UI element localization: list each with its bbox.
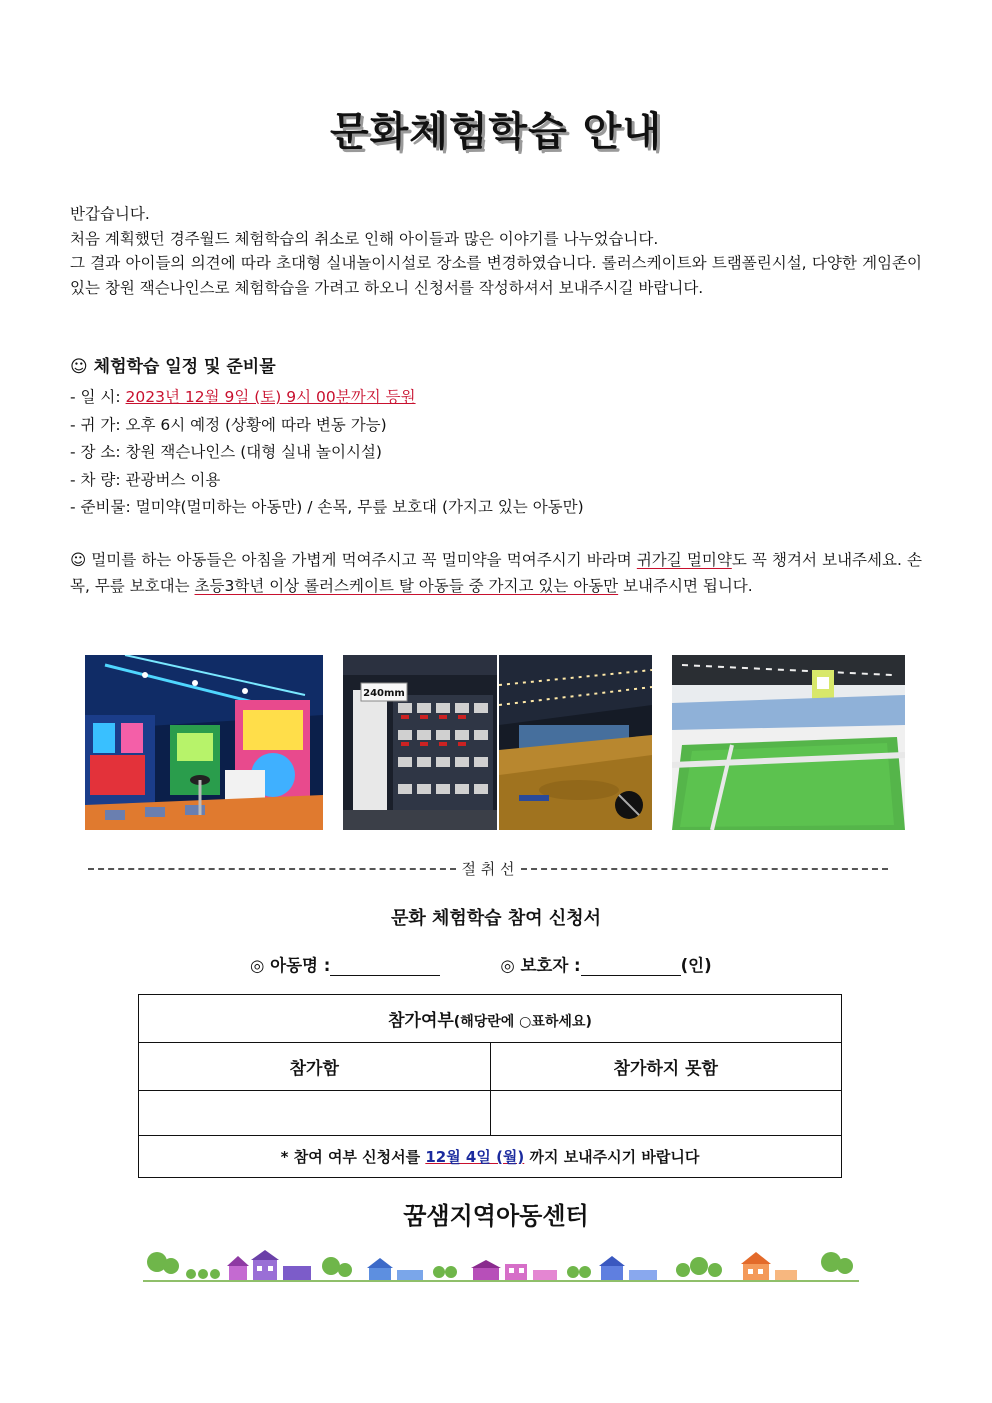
header-main: 참가여부 (388, 1011, 454, 1031)
note-text: ☺ 멀미를 하는 아동들은 아침을 가볍게 먹여주시고 꼭 멀미약을 먹여주시기 바라며 (70, 551, 637, 569)
schedule-label: - 준비물: (70, 498, 136, 516)
trampoline-photo (672, 655, 905, 830)
note-highlight: 초등3학년 이상 롤러스케이트 탈 아동들 중 가지고 있는 아동만 (194, 577, 619, 595)
schedule-heading: ☺ 체험학습 일정 및 준비물 (70, 357, 276, 377)
schedule-item-return (70, 412, 584, 440)
schedule-label: - 일 시: (70, 388, 126, 406)
child-name-label: ◎ 아동명 : (250, 956, 331, 975)
guardian-field[interactable] (500, 952, 711, 976)
cut-dash (521, 868, 889, 870)
child-name-blank[interactable] (330, 957, 440, 976)
schedule-item-vehicle (70, 467, 584, 495)
schedule-value: 2023년 12월 9일 (토) 9시 00분까지 등원 (125, 388, 416, 406)
child-name-field[interactable] (250, 952, 440, 976)
form-title: 문화 체험학습 참여 신청서 (390, 908, 602, 929)
note-text: 보내주시면 됩니다. (618, 577, 753, 595)
deadline-note-text: 까지 보내주시기 바랍니다 (524, 1148, 700, 1166)
cut-line (88, 858, 888, 879)
intro-line-greeting: 반갑습니다. (70, 205, 150, 223)
schedule-value: 관광버스 이용 (125, 470, 221, 489)
absent-cell[interactable] (490, 1091, 842, 1136)
skate-rental-photo (343, 655, 497, 830)
attend-cell[interactable] (139, 1091, 491, 1136)
intro-line-cancel: 처음 계획했던 경주월드 체험학습의 취소로 인해 아이들과 많은 이야기를 나누었습니다. (70, 229, 659, 248)
header-sub: (해당란에 ○표하세요) (453, 1014, 592, 1030)
schedule-item-supplies (70, 494, 584, 522)
cut-line-label: 절 취 선 (461, 860, 515, 878)
intro-line-change: 그 결과 아이들의 의견에 따라 초대형 실내놀이시설로 장소를 변경하였습니다. 롤러스케이트와 트램폴린시설, 다양한 게임존이 있는 창원 잭슨나인스로 체험학습을 가려고 하오니 신청서를 작성하셔서 보내주시길 바랍니다. (70, 254, 922, 297)
arcade-photo (85, 655, 323, 830)
schedule-item-date (70, 384, 584, 412)
deadline-note-text: * 참여 여부 신청서를 (280, 1148, 426, 1166)
participation-table (138, 994, 842, 1178)
schedule-value: 멀미약(멀미하는 아동만) / 손목, 무릎 보호대 (가지고 있는 아동만) (135, 498, 584, 516)
deadline-date: 12월 4일 (월) (425, 1148, 525, 1166)
guardian-blank[interactable] (581, 957, 681, 976)
schedule-item-place (70, 439, 584, 467)
schedule-value: 오후 6시 예정 (상황에 따라 변동 가능) (125, 415, 387, 434)
form-fields (250, 952, 712, 976)
seal-label: (인) (680, 956, 712, 975)
schedule-label: - 장 소: (70, 443, 126, 461)
schedule-label: - 차 량: (70, 470, 126, 489)
note-paragraph (70, 547, 922, 599)
col-absent: 참가하지 못함 (490, 1043, 842, 1091)
schedule-list (70, 384, 584, 522)
cut-dash (88, 868, 456, 870)
center-name: 꿈샘지역아동센터 (403, 1202, 589, 1230)
village-border-decoration (143, 1244, 859, 1290)
schedule-value: 창원 잭슨나인스 (대형 실내 놀이시설) (125, 443, 382, 461)
participation-header (139, 995, 842, 1043)
guardian-label: ◎ 보호자 : (500, 956, 581, 975)
deadline-note (139, 1136, 842, 1178)
intro-text (70, 202, 922, 300)
schedule-label: - 귀 가: (70, 415, 126, 434)
note-highlight: 귀가길 멀미약 (636, 551, 732, 569)
col-attend: 참가함 (139, 1043, 491, 1091)
size-sign-text: 240mm (363, 688, 405, 699)
page-title: 문화체험학습 안내 (329, 109, 663, 155)
note-text: 도 꼭 챙겨서 보내주세요. 손목, 무릎 보호대는 (70, 551, 923, 595)
roller-rink-photo (499, 655, 652, 830)
